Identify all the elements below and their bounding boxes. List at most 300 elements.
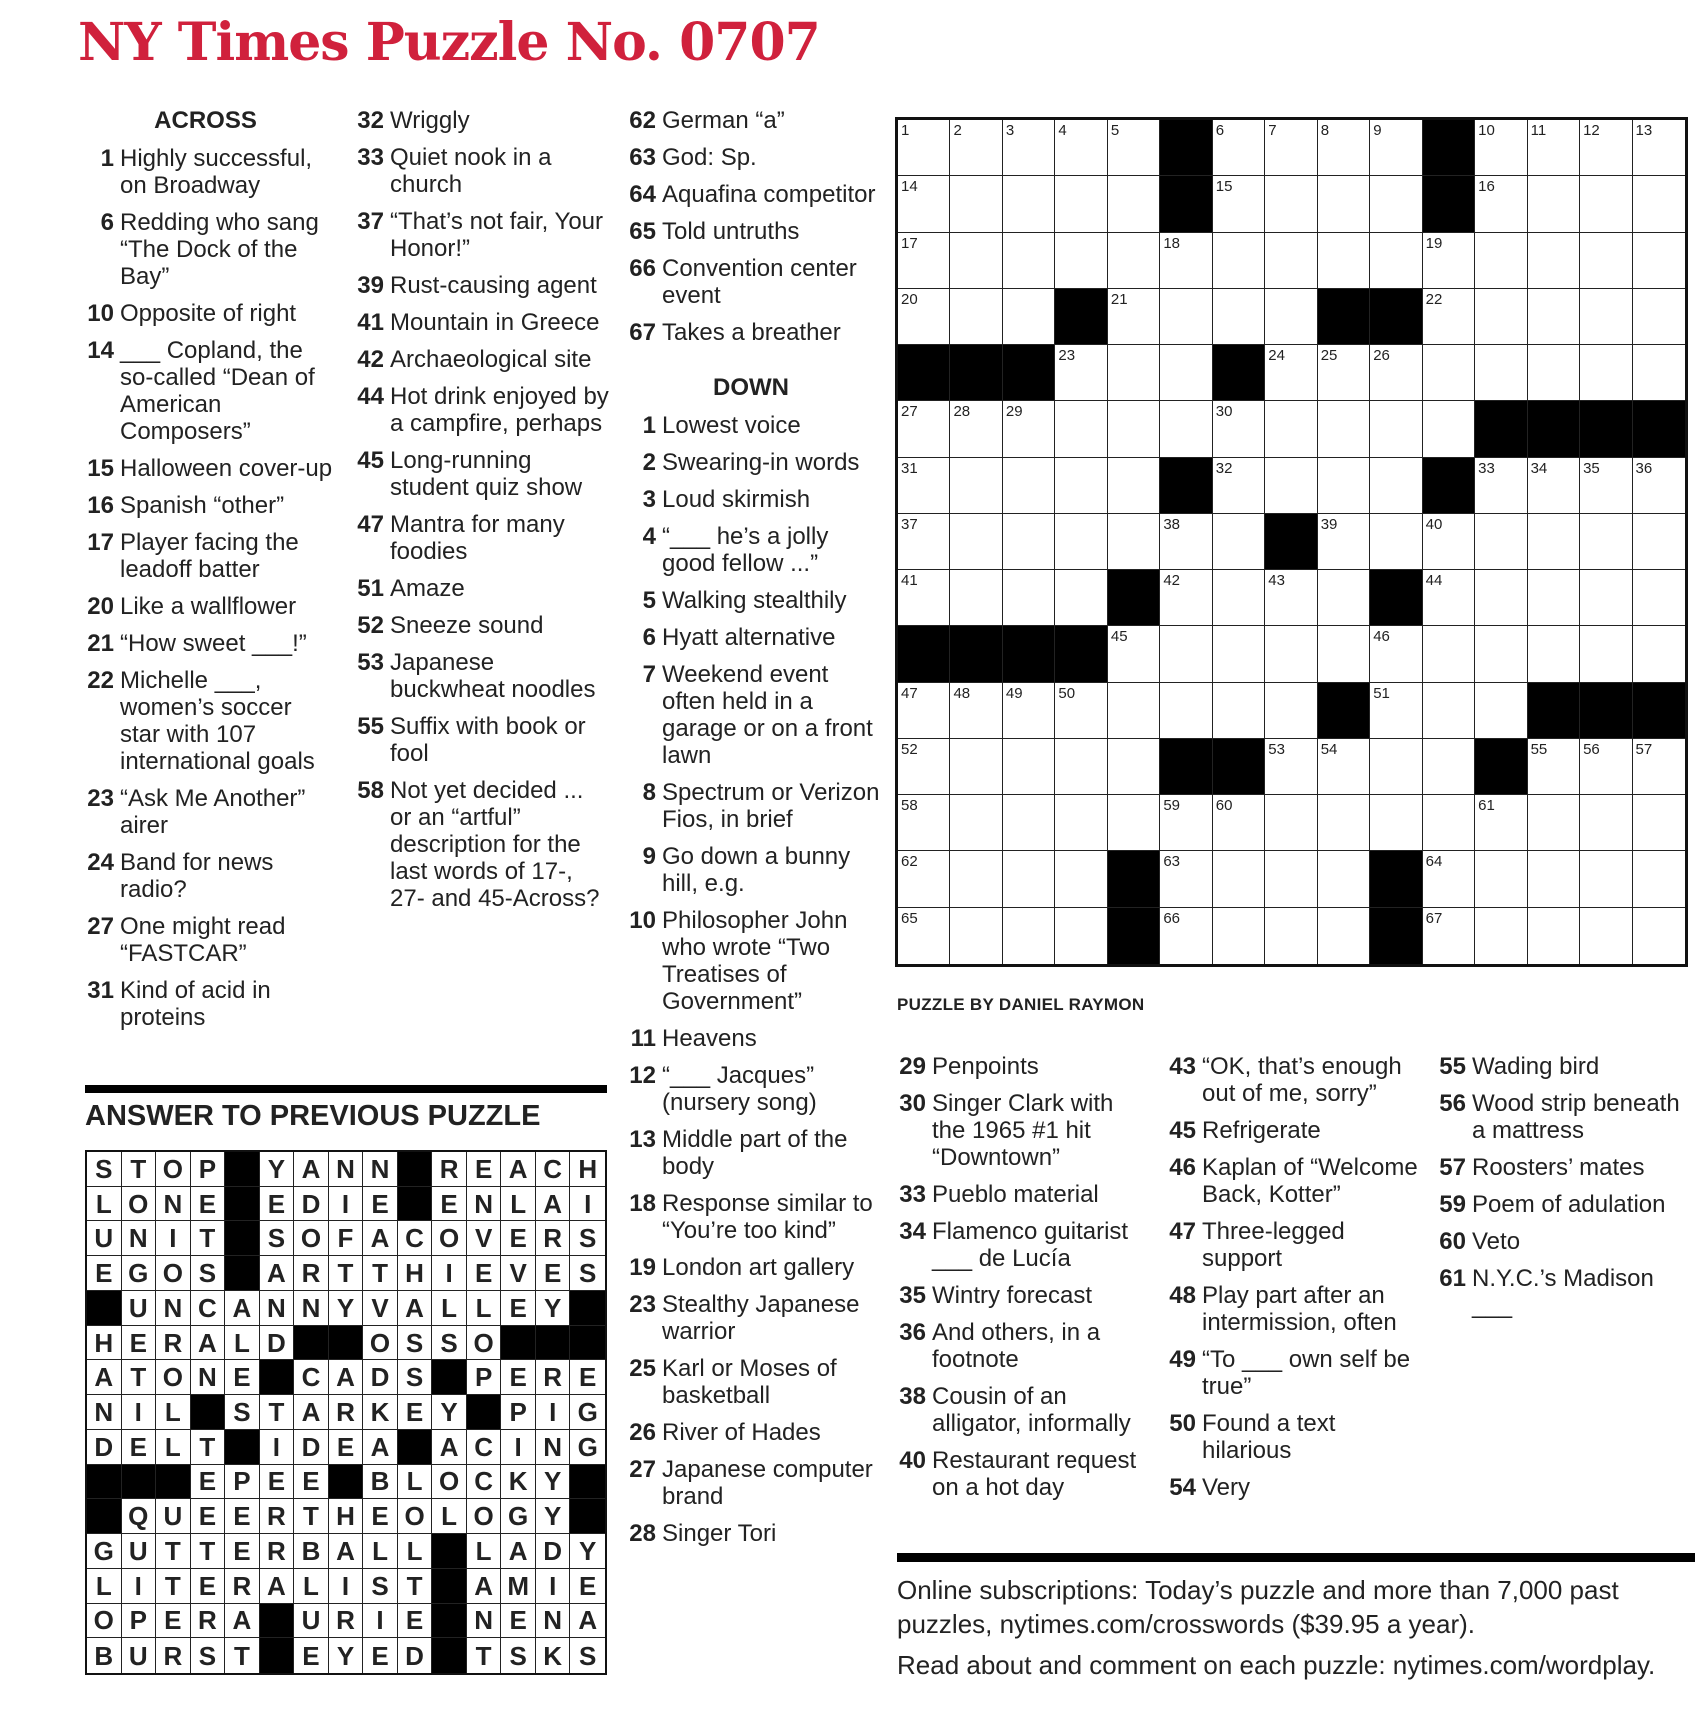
clue-number: 27 [87, 913, 114, 940]
clue-text: Go down a bunny hill, e.g. [662, 843, 851, 897]
grid-cell[interactable] [1213, 233, 1265, 289]
grid-cell[interactable] [1108, 233, 1160, 289]
cell-number: 39 [1320, 515, 1338, 533]
black-square [1423, 176, 1475, 232]
grid-cell[interactable] [1108, 176, 1160, 232]
grid-cell[interactable] [1370, 401, 1422, 457]
grid-cell[interactable] [1318, 120, 1370, 176]
clue-number: 45 [1169, 1117, 1196, 1144]
clue [78, 300, 333, 327]
answer-cell: I [329, 1569, 364, 1604]
grid-cell[interactable] [898, 120, 950, 176]
answer-cell: L [467, 1534, 502, 1569]
clue-number: 31 [87, 977, 114, 1004]
clue [620, 319, 882, 346]
grid-cell[interactable] [950, 908, 1002, 964]
answer-cell: I [501, 1430, 536, 1465]
grid-cell[interactable] [1265, 176, 1317, 232]
grid-cell[interactable] [1370, 176, 1422, 232]
grid-cell[interactable] [1108, 795, 1160, 851]
grid-cell[interactable] [1423, 514, 1475, 570]
grid-cell[interactable] [1318, 458, 1370, 514]
grid-cell[interactable] [1318, 908, 1370, 964]
grid-cell[interactable] [1003, 514, 1055, 570]
grid-cell[interactable] [1108, 514, 1160, 570]
answer-cell: R [260, 1499, 295, 1534]
cell-number: 55 [1530, 740, 1548, 758]
grid-cell[interactable] [1423, 908, 1475, 964]
grid-cell[interactable] [1265, 345, 1317, 401]
grid-cell[interactable] [1370, 683, 1422, 739]
clue [620, 255, 882, 309]
grid-cell[interactable] [1633, 458, 1685, 514]
answer-cell: A [329, 1534, 364, 1569]
clue-number: 1 [642, 412, 656, 439]
clue-text: Spectrum or Verizon Fios, in brief [662, 779, 880, 833]
grid-cell[interactable] [1265, 795, 1317, 851]
grid-cell[interactable] [1528, 851, 1580, 907]
grid-cell[interactable] [1528, 795, 1580, 851]
grid-cell[interactable] [1475, 851, 1527, 907]
clue-text: Wood strip beneath a mattress [1472, 1090, 1680, 1144]
grid-cell[interactable] [1475, 120, 1527, 176]
grid-cell[interactable] [1213, 176, 1265, 232]
grid-cell[interactable] [898, 176, 950, 232]
grid-cell[interactable] [1160, 626, 1212, 682]
grid-cell[interactable] [1633, 570, 1685, 626]
grid-cell[interactable] [1265, 851, 1317, 907]
cell-number: 52 [901, 740, 918, 758]
grid-cell[interactable] [1528, 458, 1580, 514]
grid-cell[interactable] [1528, 120, 1580, 176]
grid-cell[interactable] [1475, 289, 1527, 345]
grid-cell[interactable] [898, 233, 950, 289]
grid-cell[interactable] [1055, 514, 1107, 570]
grid-cell[interactable] [1318, 401, 1370, 457]
answer-cell: Y [329, 1638, 364, 1673]
grid-cell[interactable] [1423, 851, 1475, 907]
grid-cell[interactable] [1108, 289, 1160, 345]
answer-cell: G [570, 1395, 605, 1430]
clue [1160, 1346, 1422, 1400]
grid-cell[interactable] [1108, 401, 1160, 457]
grid-cell[interactable] [898, 851, 950, 907]
grid-cell[interactable] [1055, 233, 1107, 289]
grid-cell[interactable] [1370, 795, 1422, 851]
footer-divider [897, 1553, 1695, 1562]
grid-cell[interactable] [898, 570, 950, 626]
answer-cell: U [294, 1604, 329, 1639]
clue-text: Walking stealthily [662, 587, 847, 614]
clue-number: 50 [1169, 1410, 1196, 1437]
answer-cell: R [225, 1569, 260, 1604]
grid-cell[interactable] [1318, 345, 1370, 401]
grid-cell[interactable] [1318, 851, 1370, 907]
clue [78, 785, 333, 839]
answer-black-square [260, 1638, 295, 1673]
cell-number: 42 [1163, 572, 1181, 590]
answer-cell: C [294, 1360, 329, 1395]
grid-cell[interactable] [1003, 851, 1055, 907]
grid-cell[interactable] [1318, 570, 1370, 626]
grid-cell[interactable] [950, 795, 1002, 851]
grid-cell[interactable] [1265, 233, 1317, 289]
grid-cell[interactable] [1423, 626, 1475, 682]
grid-cell[interactable] [1160, 851, 1212, 907]
grid-cell[interactable] [1003, 683, 1055, 739]
grid-cell[interactable] [1423, 345, 1475, 401]
grid-cell[interactable] [1528, 345, 1580, 401]
grid-cell[interactable] [1213, 626, 1265, 682]
grid-cell[interactable] [1580, 514, 1632, 570]
grid-cell[interactable] [1633, 176, 1685, 232]
clue [620, 1520, 882, 1547]
grid-cell[interactable] [1160, 514, 1212, 570]
grid-cell[interactable] [1108, 120, 1160, 176]
grid-cell[interactable] [1265, 458, 1317, 514]
grid-cell[interactable] [1160, 570, 1212, 626]
grid-cell[interactable] [950, 570, 1002, 626]
grid-cell[interactable] [1580, 233, 1632, 289]
answer-cell: O [156, 1360, 191, 1395]
answer-cell: T [398, 1569, 433, 1604]
grid-cell[interactable] [1108, 683, 1160, 739]
grid-cell[interactable] [950, 683, 1002, 739]
answer-cell: N [156, 1187, 191, 1222]
answer-black-square [398, 1152, 433, 1187]
answer-black-square [122, 1465, 157, 1500]
grid-cell[interactable] [1318, 626, 1370, 682]
grid-cell[interactable] [1108, 458, 1160, 514]
answer-cell: P [122, 1604, 157, 1639]
answer-black-square [432, 1360, 467, 1395]
grid-cell[interactable] [1213, 851, 1265, 907]
clue-text: Three-legged support [1202, 1218, 1345, 1272]
answer-cell: T [329, 1256, 364, 1291]
grid-cell[interactable] [1055, 851, 1107, 907]
grid-cell[interactable] [1265, 401, 1317, 457]
grid-cell[interactable] [1370, 345, 1422, 401]
grid-cell[interactable] [1318, 739, 1370, 795]
grid-cell[interactable] [1528, 570, 1580, 626]
grid-cell[interactable] [1003, 458, 1055, 514]
grid-cell[interactable] [1003, 908, 1055, 964]
grid-cell[interactable] [1055, 458, 1107, 514]
grid-cell[interactable] [898, 683, 950, 739]
clue-number: 40 [899, 1447, 926, 1474]
grid-cell[interactable] [950, 401, 1002, 457]
grid-cell[interactable] [1475, 795, 1527, 851]
grid-cell[interactable] [1265, 570, 1317, 626]
grid-cell[interactable] [1265, 683, 1317, 739]
grid-cell[interactable] [1423, 570, 1475, 626]
grid-cell[interactable] [1265, 626, 1317, 682]
grid-cell[interactable] [1580, 345, 1632, 401]
grid-cell[interactable] [1633, 345, 1685, 401]
clue-column-4 [890, 1053, 1150, 1511]
clue-text: Player facing the leadoff batter [120, 529, 299, 583]
crossword-grid [895, 117, 1688, 967]
grid-cell[interactable] [1633, 739, 1685, 795]
answer-cell: D [87, 1430, 122, 1465]
grid-cell[interactable] [1633, 851, 1685, 907]
grid-cell[interactable] [1528, 514, 1580, 570]
grid-cell[interactable] [1160, 289, 1212, 345]
grid-cell[interactable] [1265, 739, 1317, 795]
grid-cell[interactable] [1265, 120, 1317, 176]
clue-number: 67 [629, 319, 656, 346]
answer-black-square [294, 1326, 329, 1361]
answer-cell: E [191, 1465, 226, 1500]
grid-cell[interactable] [1423, 795, 1475, 851]
grid-cell[interactable] [1580, 795, 1632, 851]
answer-cell: E [501, 1291, 536, 1326]
grid-cell[interactable] [1265, 908, 1317, 964]
grid-cell[interactable] [1633, 233, 1685, 289]
answer-black-square [191, 1395, 226, 1430]
answer-cell: V [501, 1256, 536, 1291]
answer-cell: S [260, 1221, 295, 1256]
answer-cell: I [156, 1221, 191, 1256]
grid-cell[interactable] [1633, 289, 1685, 345]
grid-cell[interactable] [1160, 908, 1212, 964]
grid-cell[interactable] [1213, 401, 1265, 457]
grid-cell[interactable] [1318, 176, 1370, 232]
clue-text: “___ Jacques” (nursery song) [662, 1062, 817, 1116]
clue-number: 21 [87, 630, 114, 657]
clue [890, 1053, 1150, 1080]
down-clue-list-1 [620, 412, 882, 1547]
grid-cell[interactable] [1475, 514, 1527, 570]
grid-cell[interactable] [1318, 514, 1370, 570]
grid-cell[interactable] [950, 120, 1002, 176]
grid-cell[interactable] [898, 795, 950, 851]
grid-cell[interactable] [1475, 908, 1527, 964]
grid-cell[interactable] [1160, 233, 1212, 289]
grid-cell[interactable] [1213, 908, 1265, 964]
answer-cell: Y [536, 1499, 571, 1534]
grid-cell[interactable] [1160, 683, 1212, 739]
grid-cell[interactable] [1003, 401, 1055, 457]
answer-cell: E [398, 1604, 433, 1639]
grid-cell[interactable] [898, 739, 950, 795]
grid-cell[interactable] [1370, 626, 1422, 682]
grid-cell[interactable] [1580, 908, 1632, 964]
grid-cell[interactable] [1055, 683, 1107, 739]
answer-black-square [225, 1187, 260, 1222]
cell-number: 45 [1110, 628, 1128, 646]
black-square [1003, 345, 1055, 401]
grid-cell[interactable] [1213, 570, 1265, 626]
grid-cell[interactable] [950, 739, 1002, 795]
grid-cell[interactable] [1318, 795, 1370, 851]
cell-number: 48 [953, 684, 971, 702]
answer-cell: E [329, 1430, 364, 1465]
answer-cell: T [225, 1638, 260, 1673]
grid-cell[interactable] [1213, 683, 1265, 739]
grid-cell[interactable] [898, 908, 950, 964]
answer-cell: V [467, 1221, 502, 1256]
clue-number: 26 [629, 1419, 656, 1446]
grid-cell[interactable] [1160, 795, 1212, 851]
grid-cell[interactable] [898, 401, 950, 457]
clue-number: 41 [357, 309, 384, 336]
grid-cell[interactable] [1528, 233, 1580, 289]
grid-cell[interactable] [898, 458, 950, 514]
grid-cell[interactable] [1055, 120, 1107, 176]
answer-black-square [225, 1256, 260, 1291]
grid-cell[interactable] [1580, 458, 1632, 514]
clue [78, 145, 333, 199]
grid-cell[interactable] [1055, 795, 1107, 851]
grid-cell[interactable] [1475, 683, 1527, 739]
clue [348, 575, 610, 602]
grid-cell[interactable] [1265, 289, 1317, 345]
answer-cell: F [329, 1221, 364, 1256]
grid-cell[interactable] [1108, 345, 1160, 401]
answer-cell: N [467, 1604, 502, 1639]
grid-cell[interactable] [1055, 345, 1107, 401]
grid-cell[interactable] [1580, 851, 1632, 907]
cell-number: 27 [901, 403, 918, 421]
clue-text: Michelle ___, women’s soccer star with 107 international goals [120, 667, 315, 775]
grid-cell[interactable] [950, 458, 1002, 514]
grid-cell[interactable] [1580, 176, 1632, 232]
grid-cell[interactable] [1580, 739, 1632, 795]
answer-cell: L [363, 1534, 398, 1569]
grid-cell[interactable] [1633, 908, 1685, 964]
grid-cell[interactable] [1370, 233, 1422, 289]
grid-cell[interactable] [1528, 739, 1580, 795]
grid-cell[interactable] [1213, 795, 1265, 851]
grid-cell[interactable] [1580, 626, 1632, 682]
grid-cell[interactable] [1423, 683, 1475, 739]
grid-cell[interactable] [1055, 401, 1107, 457]
grid-cell[interactable] [1475, 345, 1527, 401]
grid-cell[interactable] [1475, 458, 1527, 514]
grid-cell[interactable] [1003, 739, 1055, 795]
grid-cell[interactable] [1370, 120, 1422, 176]
clue-text: Restaurant request on a hot day [932, 1447, 1137, 1501]
grid-cell[interactable] [1108, 739, 1160, 795]
grid-cell[interactable] [1160, 401, 1212, 457]
grid-cell[interactable] [1055, 176, 1107, 232]
grid-cell[interactable] [898, 514, 950, 570]
black-square [898, 626, 950, 682]
grid-cell[interactable] [1108, 626, 1160, 682]
answer-cell: E [363, 1499, 398, 1534]
grid-cell[interactable] [1213, 458, 1265, 514]
answer-cell: A [501, 1534, 536, 1569]
grid-cell[interactable] [898, 289, 950, 345]
answer-black-square [225, 1430, 260, 1465]
grid-cell[interactable] [950, 289, 1002, 345]
grid-cell[interactable] [1580, 289, 1632, 345]
grid-cell[interactable] [1633, 120, 1685, 176]
clue [78, 593, 333, 620]
answer-black-square [225, 1221, 260, 1256]
grid-cell[interactable] [1423, 739, 1475, 795]
grid-cell[interactable] [950, 233, 1002, 289]
answer-cell: O [398, 1499, 433, 1534]
grid-cell[interactable] [1213, 120, 1265, 176]
grid-cell[interactable] [1528, 626, 1580, 682]
clue [1160, 1282, 1422, 1336]
grid-cell[interactable] [1633, 795, 1685, 851]
grid-cell[interactable] [1423, 289, 1475, 345]
grid-cell[interactable] [1633, 514, 1685, 570]
answer-cell: N [191, 1360, 226, 1395]
answer-cell: A [87, 1360, 122, 1395]
clue-number: 23 [629, 1291, 656, 1318]
grid-cell[interactable] [1055, 570, 1107, 626]
grid-cell[interactable] [1633, 626, 1685, 682]
cell-number: 56 [1583, 740, 1600, 758]
grid-cell[interactable] [950, 851, 1002, 907]
cell-number: 62 [901, 853, 918, 871]
grid-cell[interactable] [1003, 233, 1055, 289]
grid-cell[interactable] [950, 176, 1002, 232]
answer-black-square [536, 1326, 571, 1361]
clue-text: God: Sp. [662, 144, 757, 171]
grid-cell[interactable] [1580, 120, 1632, 176]
grid-cell[interactable] [1580, 570, 1632, 626]
grid-cell[interactable] [1003, 570, 1055, 626]
grid-cell[interactable] [1528, 289, 1580, 345]
grid-cell[interactable] [950, 514, 1002, 570]
answer-cell: L [398, 1465, 433, 1500]
answer-cell: E [260, 1187, 295, 1222]
grid-cell[interactable] [1003, 289, 1055, 345]
grid-cell[interactable] [1055, 739, 1107, 795]
grid-cell[interactable] [1370, 739, 1422, 795]
clue [348, 309, 610, 336]
clue-number: 36 [899, 1319, 926, 1346]
grid-cell[interactable] [1003, 120, 1055, 176]
clue-number: 13 [629, 1126, 656, 1153]
clue-text: “That’s not fair, Your Honor!” [390, 208, 604, 262]
grid-cell[interactable] [1423, 233, 1475, 289]
grid-cell[interactable] [1213, 514, 1265, 570]
grid-cell[interactable] [1370, 514, 1422, 570]
grid-cell[interactable] [1318, 233, 1370, 289]
grid-cell[interactable] [1160, 345, 1212, 401]
grid-cell[interactable] [1370, 458, 1422, 514]
grid-cell[interactable] [1528, 176, 1580, 232]
answer-cell: E [363, 1187, 398, 1222]
grid-cell[interactable] [1475, 570, 1527, 626]
answer-cell: N [329, 1152, 364, 1187]
clue [620, 779, 882, 833]
grid-cell[interactable] [1475, 626, 1527, 682]
answer-cell: L [294, 1569, 329, 1604]
clue [620, 144, 882, 171]
cell-number: 24 [1268, 347, 1285, 365]
clue-number: 14 [87, 337, 114, 364]
grid-cell[interactable] [1475, 176, 1527, 232]
grid-cell[interactable] [1003, 795, 1055, 851]
grid-cell[interactable] [1055, 908, 1107, 964]
grid-cell[interactable] [1528, 908, 1580, 964]
grid-cell[interactable] [1475, 233, 1527, 289]
page-title: NY Times Puzzle No. 0707 [78, 12, 820, 73]
answer-black-square [432, 1604, 467, 1639]
grid-cell[interactable] [1423, 401, 1475, 457]
clue-text: Japanese computer brand [662, 1456, 873, 1510]
grid-cell[interactable] [1003, 176, 1055, 232]
clue-number: 1 [100, 145, 114, 172]
grid-cell[interactable] [1213, 289, 1265, 345]
